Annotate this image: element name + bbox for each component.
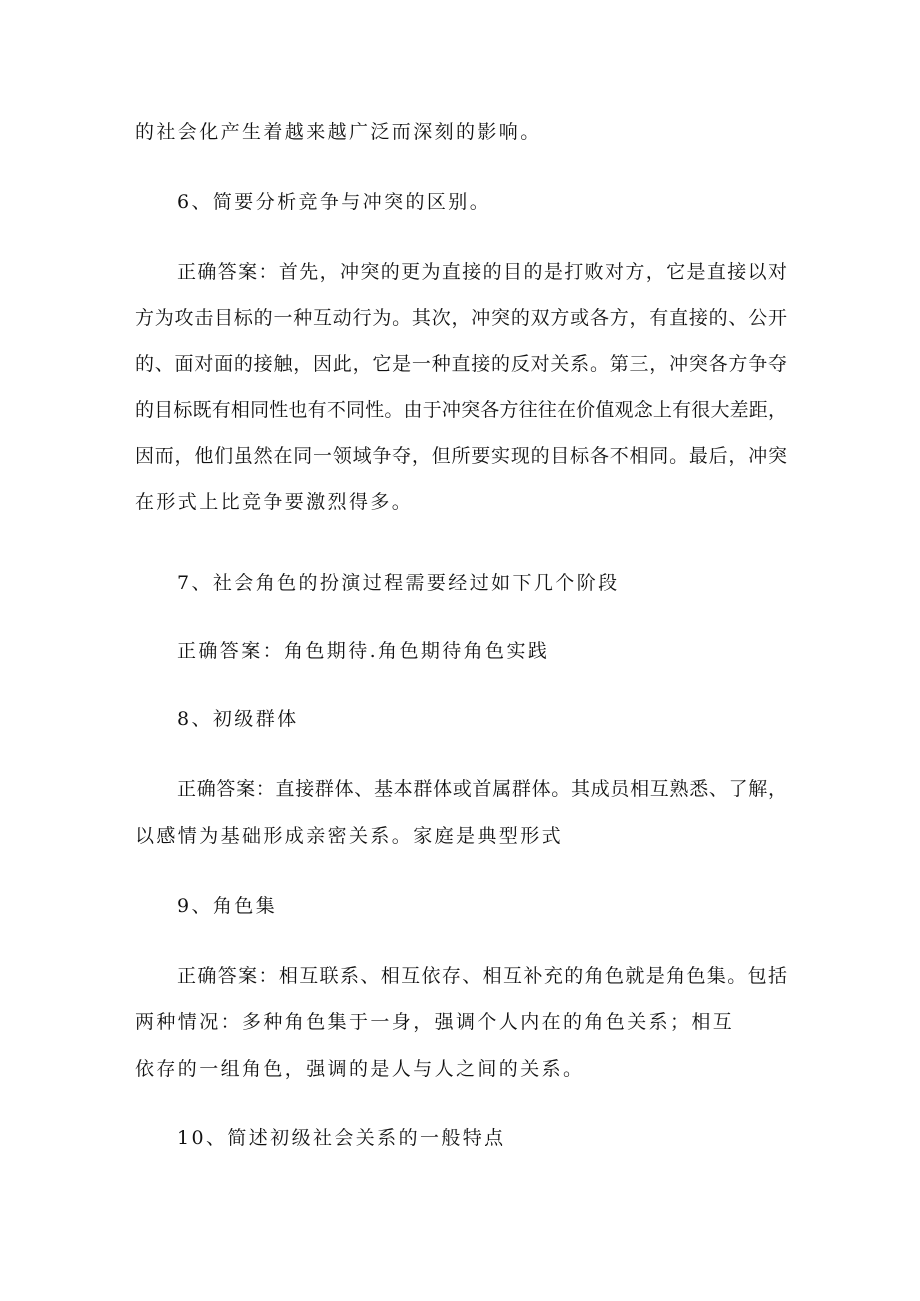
question-10: 10、简述初级社会关系的一般特点 [177,1127,506,1149]
question-9: 9、角色集 [177,895,278,917]
answer-6-line-5: 因而，他们虽然在同一领域争夺，但所要实现的目标各不相同。最后，冲突 [135,445,787,467]
paragraph-line: 的社会化产生着越来越广泛而深刻的影响。 [135,121,542,143]
answer-9-line-3: 依存的一组角色，强调的是人与人之间的关系。 [135,1058,585,1080]
answer-6-line-2: 方为攻击目标的一种互动行为。其次，冲突的双方或各方，有直接的、公开 [135,307,787,329]
question-6: 6、简要分析竞争与冲突的区别。 [177,191,492,213]
question-8: 8、初级群体 [177,708,299,730]
answer-6-line-1: 正确答案：首先，冲突的更为直接的目的是打败对方，它是直接以对 [177,261,787,283]
answer-7: 正确答案：角色期待.角色期待角色实践 [177,640,550,662]
answer-6-line-4: 的目标既有相同性也有不同性。由于冲突各方往往在价值观念上有很大差距， [135,399,787,421]
answer-8-line-2: 以感情为基础形成亲密关系。家庭是典型形式 [135,825,564,847]
answer-8-line-1: 正确答案：直接群体、基本群体或首属群体。其成员相互熟悉、了解， [177,778,787,800]
answer-9-line-1: 正确答案：相互联系、相互依存、相互补充的角色就是角色集。包括 [177,965,787,987]
answer-6-line-6: 在形式上比竞争要激烈得多。 [135,491,414,513]
answer-9-line-2: 两种情况：多种角色集于一身，强调个人内在的角色关系；相互 [135,1011,735,1033]
question-7: 7、社会角色的扮演过程需要经过如下几个阶段 [177,572,620,594]
answer-6-line-3: 的、面对面的接触，因此，它是一种直接的反对关系。第三，冲突各方争夺 [135,353,787,375]
